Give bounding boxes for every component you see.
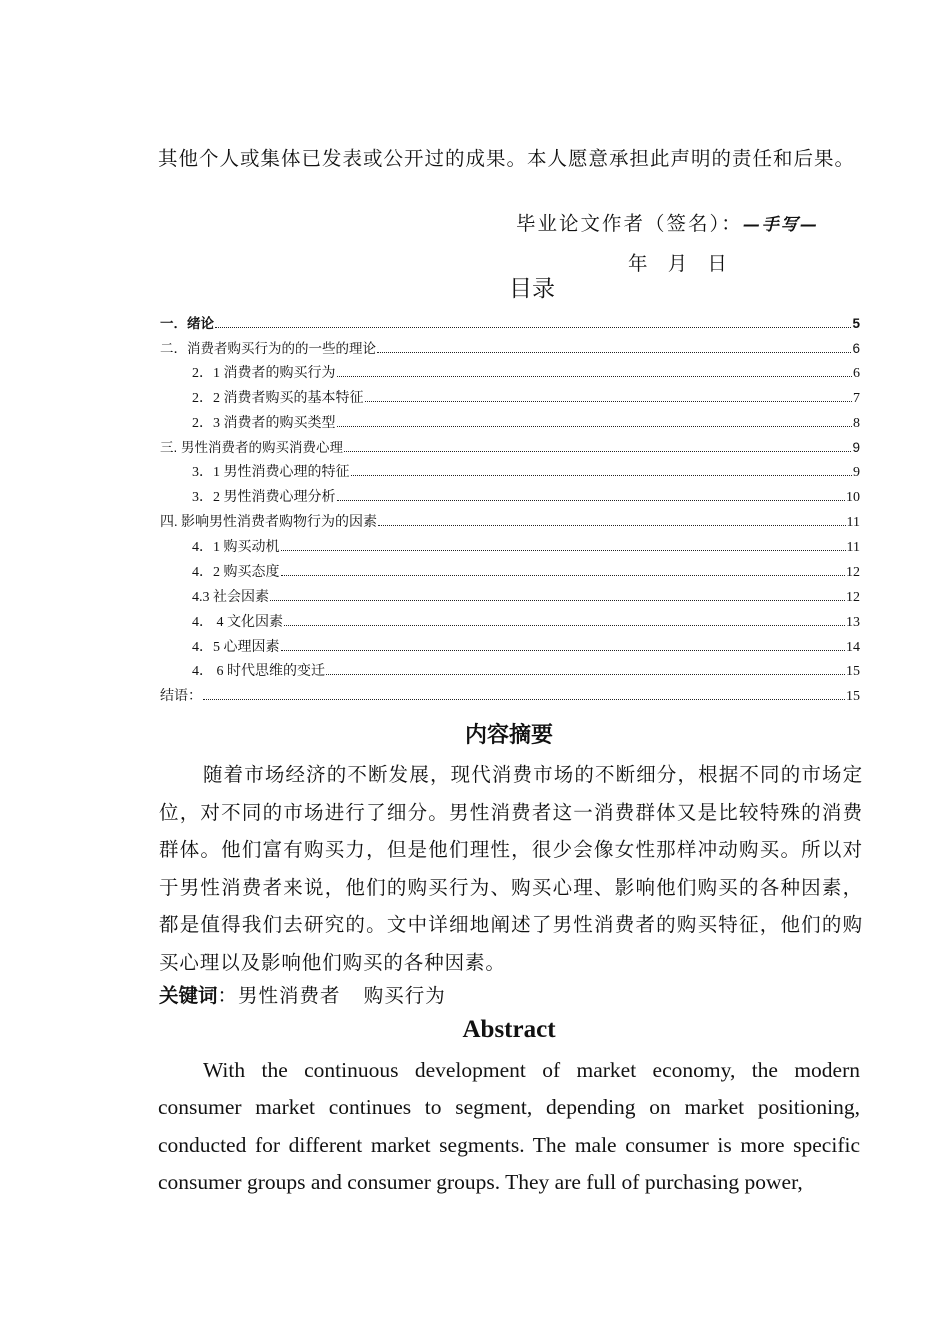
toc-entry-label: 4．2 购买态度 [192, 564, 280, 580]
toc-entry-page: 7 [853, 390, 860, 406]
toc-leader-dots [337, 425, 853, 427]
toc-entry[interactable] [160, 412, 860, 437]
toc-entry-page: 9 [852, 440, 860, 456]
toc-entry[interactable] [160, 611, 860, 636]
toc-entry-page: 6 [852, 340, 860, 356]
declaration-text: 其他个人或集体已发表或公开过的成果。本人愿意承担此声明的责任和后果。 [158, 147, 856, 170]
keywords-value: ：男性消费者 购买行为 [217, 984, 446, 1007]
toc-leader-dots [270, 599, 845, 601]
toc-entry[interactable] [160, 636, 860, 661]
abstract-cn-title: 内容摘要 [464, 723, 553, 748]
toc-entry[interactable] [160, 536, 860, 561]
toc-leader-dots [344, 450, 851, 452]
toc-entry[interactable] [160, 586, 860, 611]
toc-leader-dots [215, 326, 851, 328]
toc-leader-dots [203, 698, 845, 700]
toc-entry[interactable] [160, 685, 860, 710]
toc-entry[interactable] [160, 362, 860, 387]
toc-entry-page: 10 [846, 490, 860, 506]
toc-entry[interactable] [160, 337, 860, 362]
toc-entry-page: 15 [846, 664, 860, 680]
date-line: 年 月 日 [628, 252, 727, 275]
toc-entry-label: 2．2 消费者购买的基本特征 [192, 390, 364, 406]
signature-label: 毕业论文作者（签名）： [516, 212, 743, 235]
toc-entry-label: 3．1 男性消费心理的特征 [192, 465, 350, 481]
toc-entry-label: 结语： [160, 689, 202, 705]
toc-entry-label: 4.3 社会因素 [192, 589, 269, 605]
toc-entry-page: 5 [852, 316, 860, 331]
toc-entry-label: 二．消费者购买行为的的一些的理论 [160, 340, 376, 356]
toc-leader-dots [337, 499, 846, 501]
toc-entry-page: 13 [846, 614, 860, 630]
toc-entry-label: 2．1 消费者的购买行为 [192, 365, 336, 381]
toc-leader-dots [377, 351, 851, 353]
toc-leader-dots [326, 673, 845, 675]
toc-entry[interactable] [160, 461, 860, 486]
toc-entry[interactable] [160, 660, 860, 685]
toc-entry-page: 9 [853, 465, 860, 481]
toc-leader-dots [351, 474, 853, 476]
toc-leader-dots [337, 375, 853, 377]
toc-entry[interactable] [160, 312, 860, 337]
toc-entry[interactable] [160, 436, 860, 461]
table-of-contents [160, 312, 860, 710]
toc-entry-label: 4．5 心理因素 [192, 639, 280, 655]
toc-entry-label: 2．3 消费者的购买类型 [192, 415, 336, 431]
author-signature-line [516, 208, 819, 236]
signature: —手写— [742, 215, 819, 235]
toc-entry-label: 4．1 购买动机 [192, 540, 280, 556]
toc-entry-label: 4． 6 时代思维的变迁 [192, 664, 325, 680]
keywords-line [159, 980, 446, 1008]
abstract-en-title: Abstract [462, 1016, 556, 1043]
toc-entry-label: 一．绪论 [160, 316, 214, 331]
toc-leader-dots [281, 649, 846, 651]
toc-entry-page: 11 [846, 540, 860, 556]
toc-entry[interactable] [160, 561, 860, 586]
toc-entry[interactable] [160, 511, 860, 536]
keywords-label: 关键词 [159, 984, 218, 1007]
toc-entry-page: 12 [846, 589, 860, 605]
toc-leader-dots [284, 624, 845, 626]
abstract-cn-body: 随着市场经济的不断发展，现代消费市场的不断细分，根据不同的市场定位，对不同的市场进行了细分。男性消费者这一消费群体又是比较特殊的消费群体。他们富有购买力，但是他们理性，很少会像女性那样冲动购买。所以对于男性消费者来说，他们的购买行为、购买心理、影响他们购买的各种因素，都是值得我们去研究的。文中详细地阐述了男性消费者的购买特征，他们的购买心理以及影响他们购买的各种因素。 [159, 763, 863, 974]
toc-entry-label: 三. 男性消费者的购买消费心理 [160, 440, 344, 456]
toc-entry-page: 8 [853, 415, 860, 431]
toc-entry[interactable] [160, 387, 860, 412]
abstract-en-body: With the continuous development of market economy, the modern consumer market continues to segment, depending on market positioning, conducted for different market segments. The male consumer is more specific consumer groups and consumer groups. They are full of purchasing power, [158, 1058, 860, 1195]
toc-leader-dots [378, 524, 846, 526]
toc-entry-page: 14 [846, 639, 860, 655]
toc-leader-dots [281, 574, 846, 576]
toc-title: 目录 [509, 276, 555, 302]
toc-entry[interactable] [160, 486, 860, 511]
toc-leader-dots [281, 549, 846, 551]
toc-entry-page: 11 [846, 515, 860, 531]
toc-entry-page: 12 [846, 564, 860, 580]
toc-entry-label: 4． 4 文化因素 [192, 614, 283, 630]
toc-entry-label: 3．2 男性消费心理分析 [192, 490, 336, 506]
toc-entry-label: 四. 影响男性消费者购物行为的因素 [160, 515, 377, 531]
toc-entry-page: 6 [853, 365, 860, 381]
toc-leader-dots [365, 400, 853, 402]
toc-entry-page: 15 [846, 689, 860, 705]
